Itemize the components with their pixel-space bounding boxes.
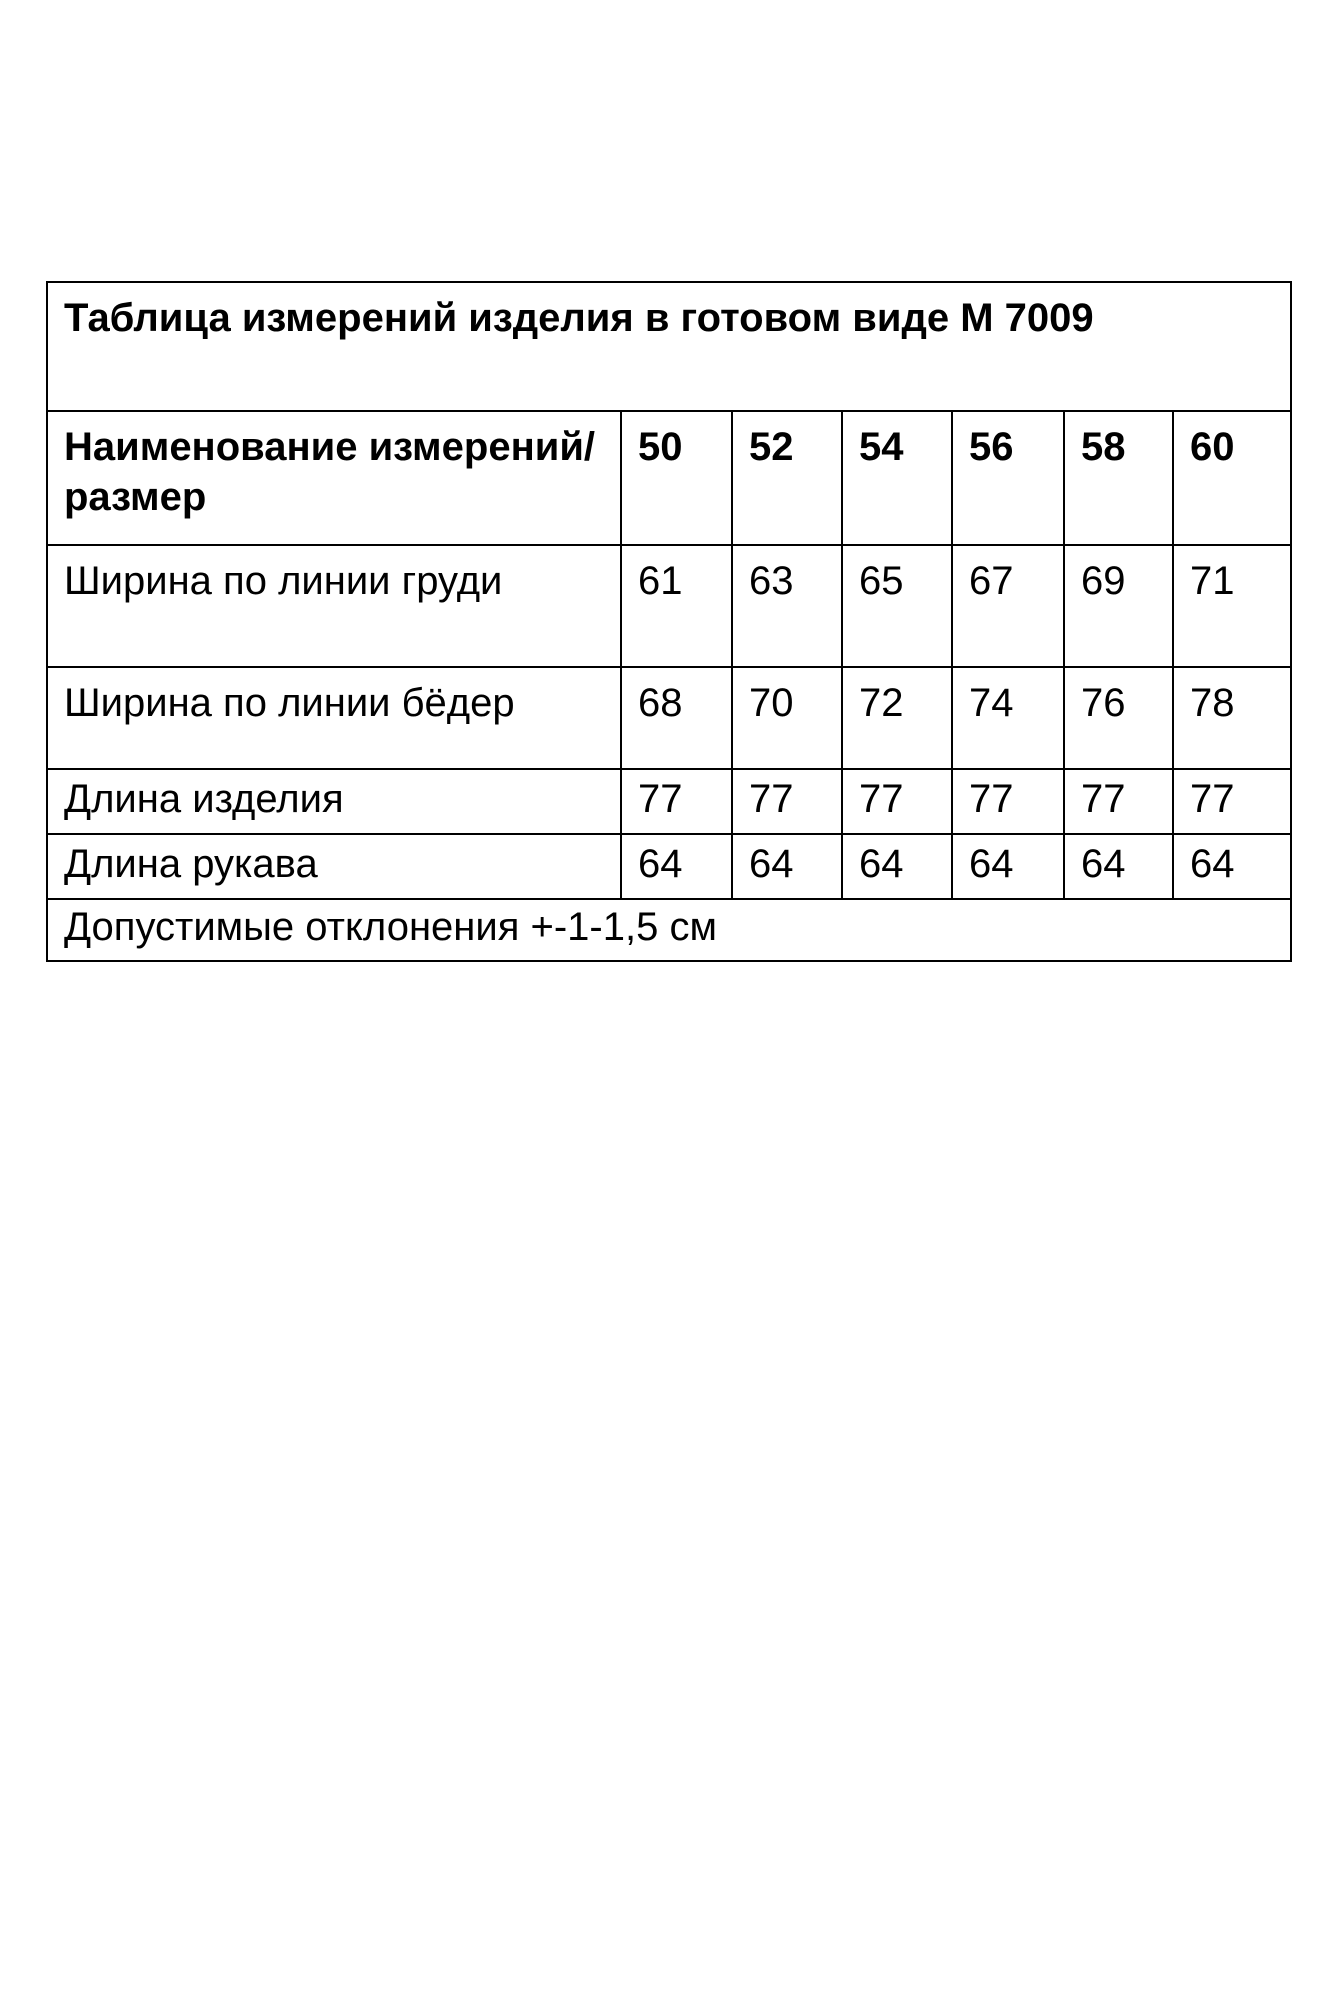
size-header: 58 — [1064, 411, 1173, 545]
table-cell: 64 — [621, 834, 732, 899]
table-row — [47, 769, 1291, 834]
table-cell: 61 — [621, 545, 732, 667]
tolerance-note: Допустимые отклонения +-1-1,5 см — [47, 899, 1291, 961]
table-cell: 77 — [732, 769, 842, 834]
table-cell: 72 — [842, 667, 952, 769]
table-cell: 77 — [621, 769, 732, 834]
note-row — [47, 899, 1291, 961]
table-title: Таблица измерений изделия в готовом виде М 7009 — [47, 282, 1291, 411]
table-row — [47, 667, 1291, 769]
row-label: Длина изделия — [47, 769, 621, 834]
table-cell: 65 — [842, 545, 952, 667]
title-row — [47, 282, 1291, 411]
table-cell: 64 — [1173, 834, 1291, 899]
table-row — [47, 545, 1291, 667]
table-cell: 77 — [1064, 769, 1173, 834]
header-label: Наименование измерений/размер — [47, 411, 621, 545]
size-header: 50 — [621, 411, 732, 545]
table-cell: 64 — [952, 834, 1064, 899]
table-cell: 63 — [732, 545, 842, 667]
table-row — [47, 834, 1291, 899]
table-cell: 78 — [1173, 667, 1291, 769]
table-cell: 64 — [1064, 834, 1173, 899]
size-header: 60 — [1173, 411, 1291, 545]
table-cell: 77 — [1173, 769, 1291, 834]
size-header: 52 — [732, 411, 842, 545]
table-cell: 67 — [952, 545, 1064, 667]
table-cell: 64 — [732, 834, 842, 899]
table-cell: 74 — [952, 667, 1064, 769]
row-label: Длина рукава — [47, 834, 621, 899]
table-cell: 69 — [1064, 545, 1173, 667]
size-header: 56 — [952, 411, 1064, 545]
table-cell: 77 — [952, 769, 1064, 834]
measurement-table — [46, 281, 1292, 962]
row-label: Ширина по линии бёдер — [47, 667, 621, 769]
size-header: 54 — [842, 411, 952, 545]
table-cell: 68 — [621, 667, 732, 769]
table-cell: 77 — [842, 769, 952, 834]
table-cell: 76 — [1064, 667, 1173, 769]
table-cell: 71 — [1173, 545, 1291, 667]
table-cell: 64 — [842, 834, 952, 899]
header-row — [47, 411, 1291, 545]
table-cell: 70 — [732, 667, 842, 769]
row-label: Ширина по линии груди — [47, 545, 621, 667]
